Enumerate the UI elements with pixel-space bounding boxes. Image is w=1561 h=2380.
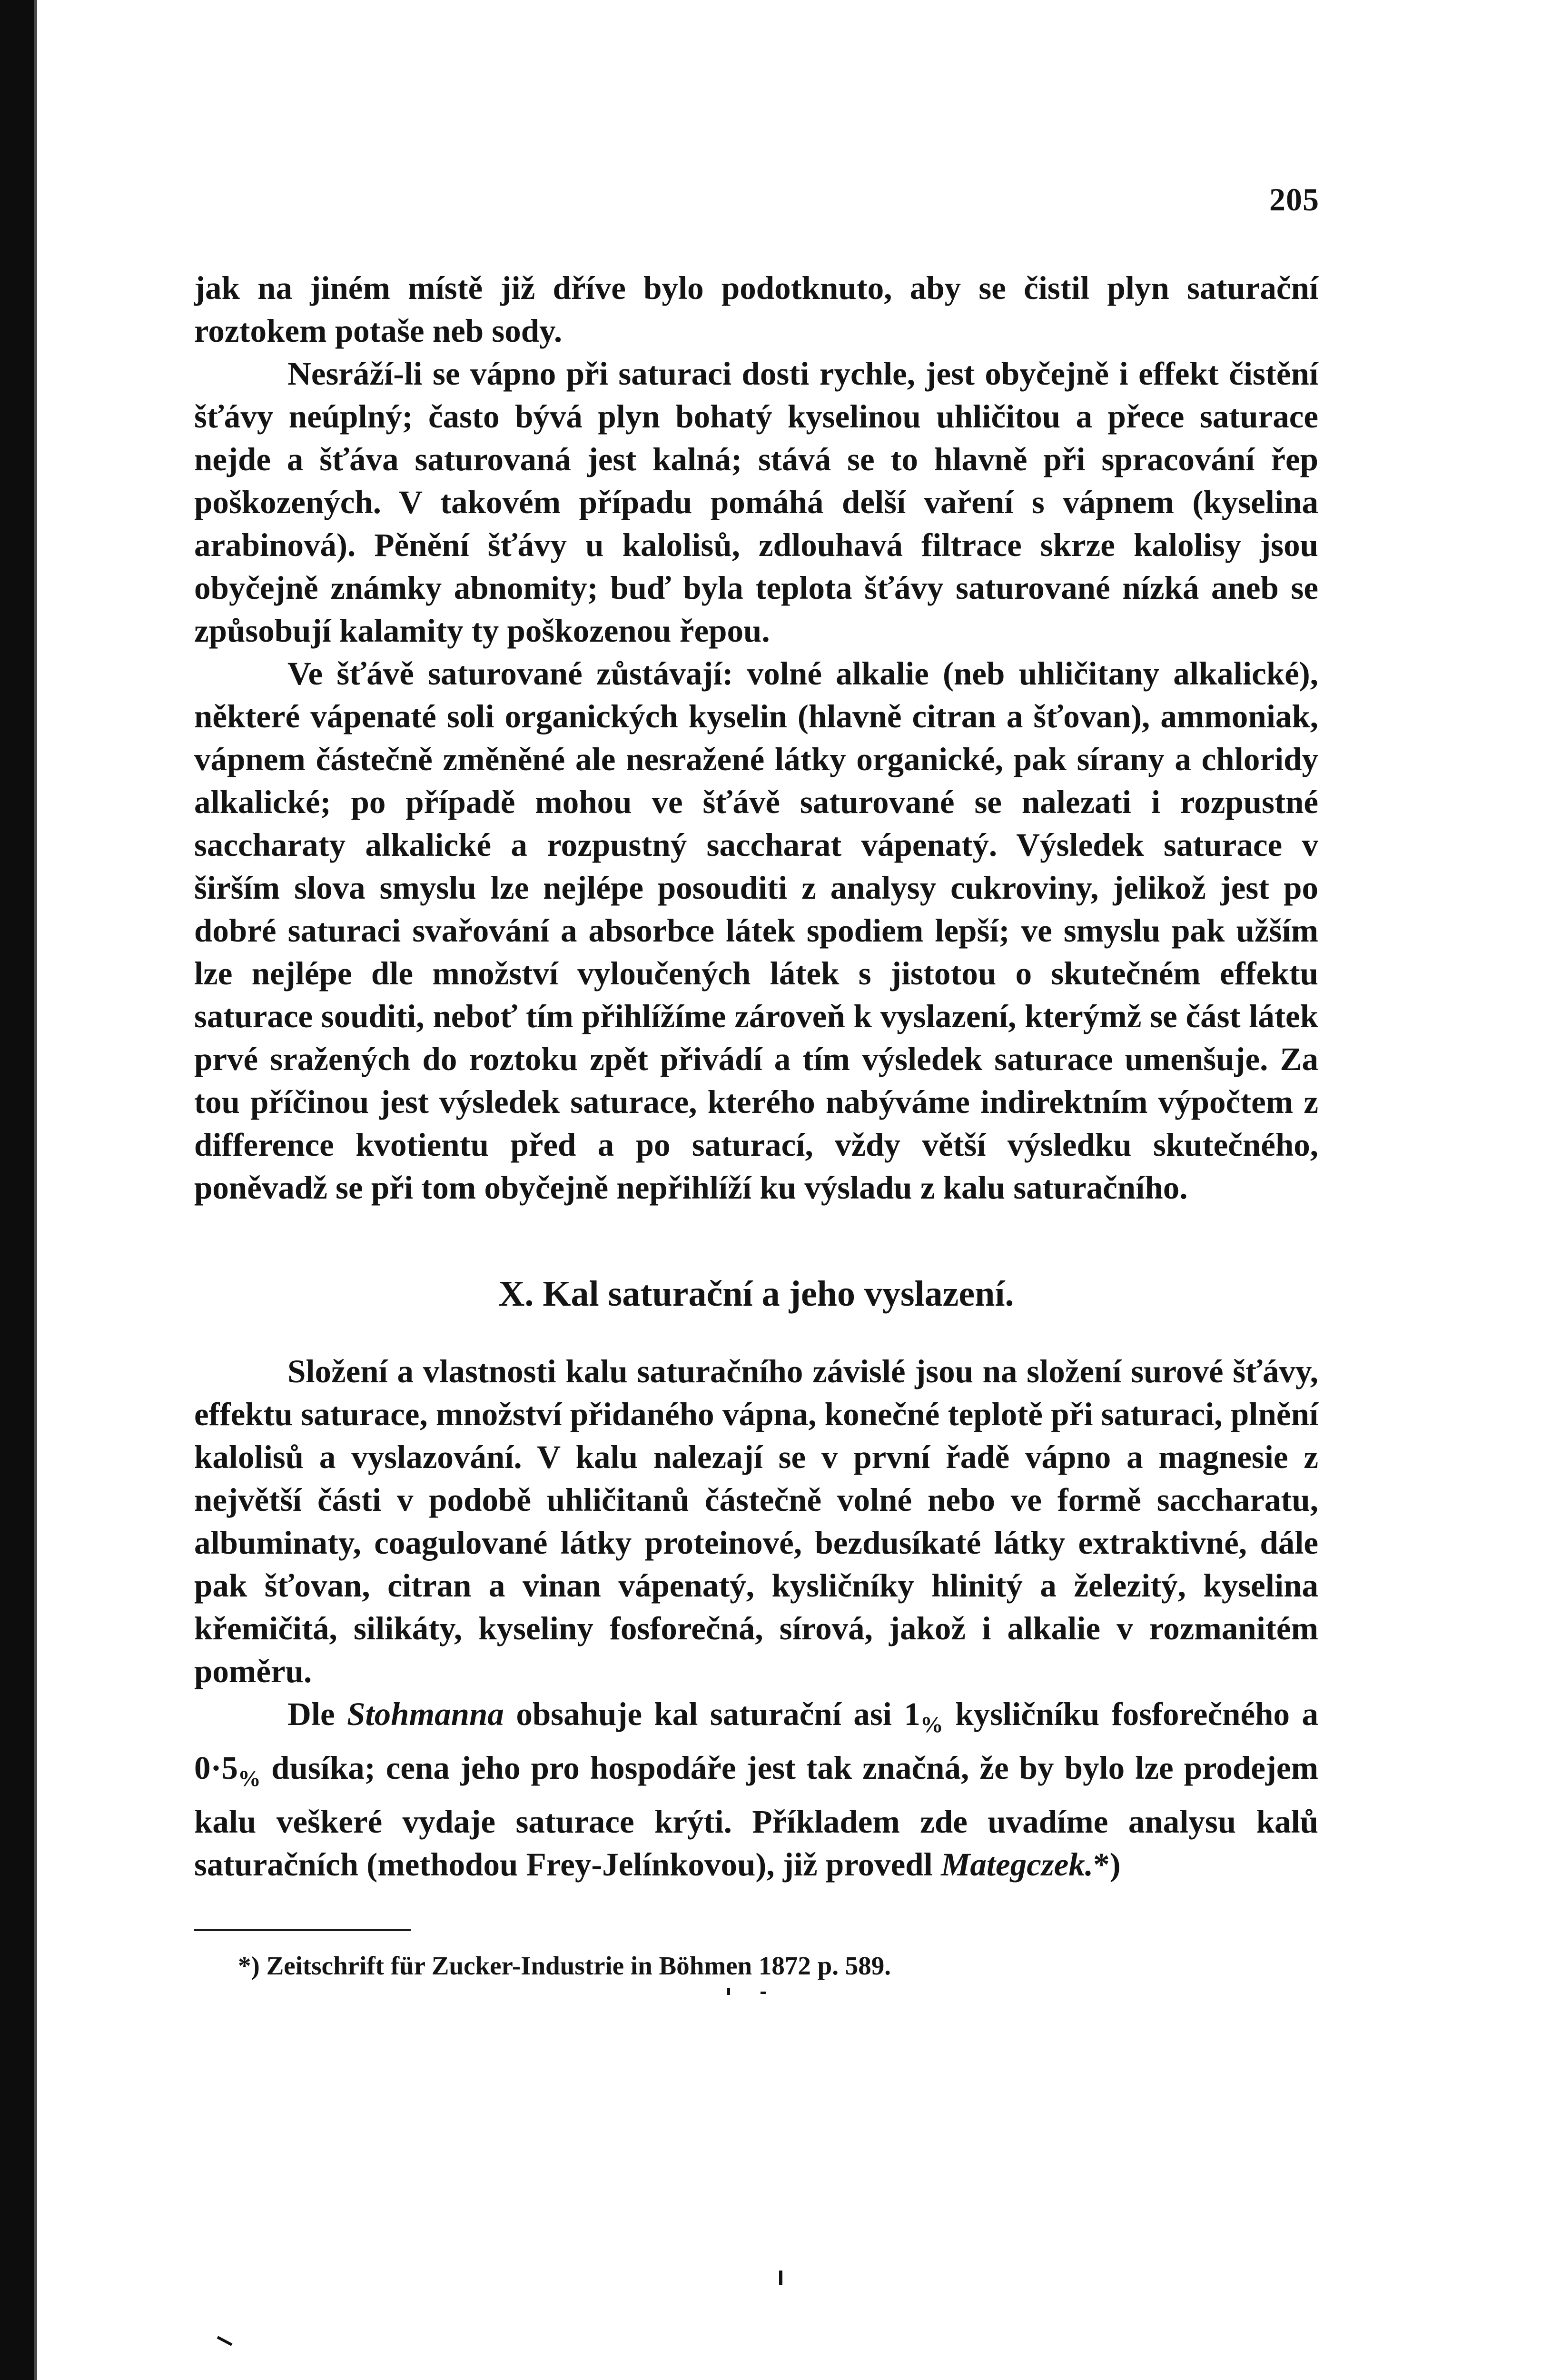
page-edge-left — [0, 0, 34, 2380]
paragraph-saturated-juice-contents: Ve šťávě saturované zůstávají: volné alkalie (neb uhličitany alkalické), některé vápenaté soli organických kyselin (hlavně citran a šťovan), ammoniak, vápnem částečně změněné ale nesražené látky organické, pak sírany a chloridy alkalické; po případě mohou ve šťávě saturované se nalezati i rozpustné saccharaty alkalické a rozpustný saccharat vápenatý. Výsledek saturace v širším slova smyslu lze nejlépe posouditi z analysy cukroviny, jelikož jest po dobré saturaci svařování a absorbce látek spodiem lepší; ve smyslu pak užším lze nejlépe dle množství vyloučených látek s jistotou o skutečném effektu saturace souditi, neboť tím přihlížíme zároveň k vyslazení, kterýmž se část látek prvé sražených do roztoku zpět přivádí a tím výsledek saturace umenšuje. Za tou příčinou jest výsledek saturace, kterého nabýváme indirektním výpočtem z difference kvotientu před a po saturací, vždy větší výsledku skutečného, poněvadž se při tom obyčejně nepřihlíží ku výsladu z kalu saturačního. — [194, 655, 1318, 1206]
footnote: *) Zeitschrift für Zucker-Industrie in Böhmen 1872 p. 589. — [238, 1951, 891, 1980]
paragraph-sludge-composition: Složení a vlastnosti kalu saturačního závislé jsou na složení surové šťávy, effektu saturace, množství přidaného vápna, konečné teplotě při saturaci, plnění kalolisů a vyslazování. V kalu nalezají se v první řadě vápno a magnesie z největší části v podobě uhličitanů částečně volné nebo ve formě saccharatu, albuminaty, coagulované látky proteinové, bezdusíkaté látky extraktivné, dále pak šťovan, citran a vinan vápenatý, kysličníky hlinitý a železitý, kyselina křemičitá, silikáty, kyseliny fosforečná, sírová, jakož i alkalie v rozmanitém poměru. — [194, 1353, 1318, 1689]
percent-sign: % — [238, 1765, 261, 1791]
footnote-divider — [194, 1929, 411, 1931]
text-run: obsahuje kal saturační asi 1 — [504, 1696, 920, 1732]
print-speck — [727, 1988, 730, 1995]
text-run: Dle — [287, 1696, 347, 1732]
print-speck — [217, 2336, 233, 2346]
author-name: Stohmanna — [347, 1696, 504, 1732]
paragraph-sludge-value — [194, 1693, 1318, 1886]
print-speck — [761, 1992, 766, 1994]
text-run: kysličníku fosforečného a 0·5 — [194, 1696, 1318, 1786]
footnote-reference: *) — [1093, 1846, 1121, 1883]
page-number: 205 — [1269, 181, 1319, 218]
paragraph-saturation-problems: Nesráží-li se vápno při saturaci dosti rychle, jest obyčejně i effekt čistění šťávy neúplný; často bývá plyn bohatý kyselinou uhličitou a přece saturace nejde a šťáva saturovaná jest kalná; stává se to hlavně při spracování řep poškozených. V takovém případu pomáhá delší vaření s vápnem (kyselina arabinová). Pěnění šťávy u kalolisů, zdlouhavá filtrace skrze kalolisy jsou obyčejně známky abnomity; buď byla teplota šťávy saturované nízká aneb se způsobují kalamity ty poškozenou řepou. — [194, 356, 1318, 649]
paragraph-continuation: jak na jiném místě již dříve bylo podotknuto, aby se čistil plyn saturační roztokem potaše neb sody. — [194, 270, 1318, 349]
page-edge-shadow — [34, 0, 37, 2380]
page-body — [194, 267, 1318, 1983]
percent-sign: % — [920, 1712, 943, 1737]
analyst-name: Mategczek. — [941, 1846, 1094, 1883]
section-heading: X. Kal saturační a jeho vyslazení. — [498, 1274, 1014, 1314]
print-speck — [779, 2271, 782, 2285]
text-run: dusíka; cena jeho pro hospodáře jest tak značná, že by bylo lze prodejem kalu veškeré vydaje saturace krýti. Příkladem zde uvadíme analysu kalů saturačních (methodou Frey-Jelínkovou), již provedl — [194, 1749, 1318, 1883]
